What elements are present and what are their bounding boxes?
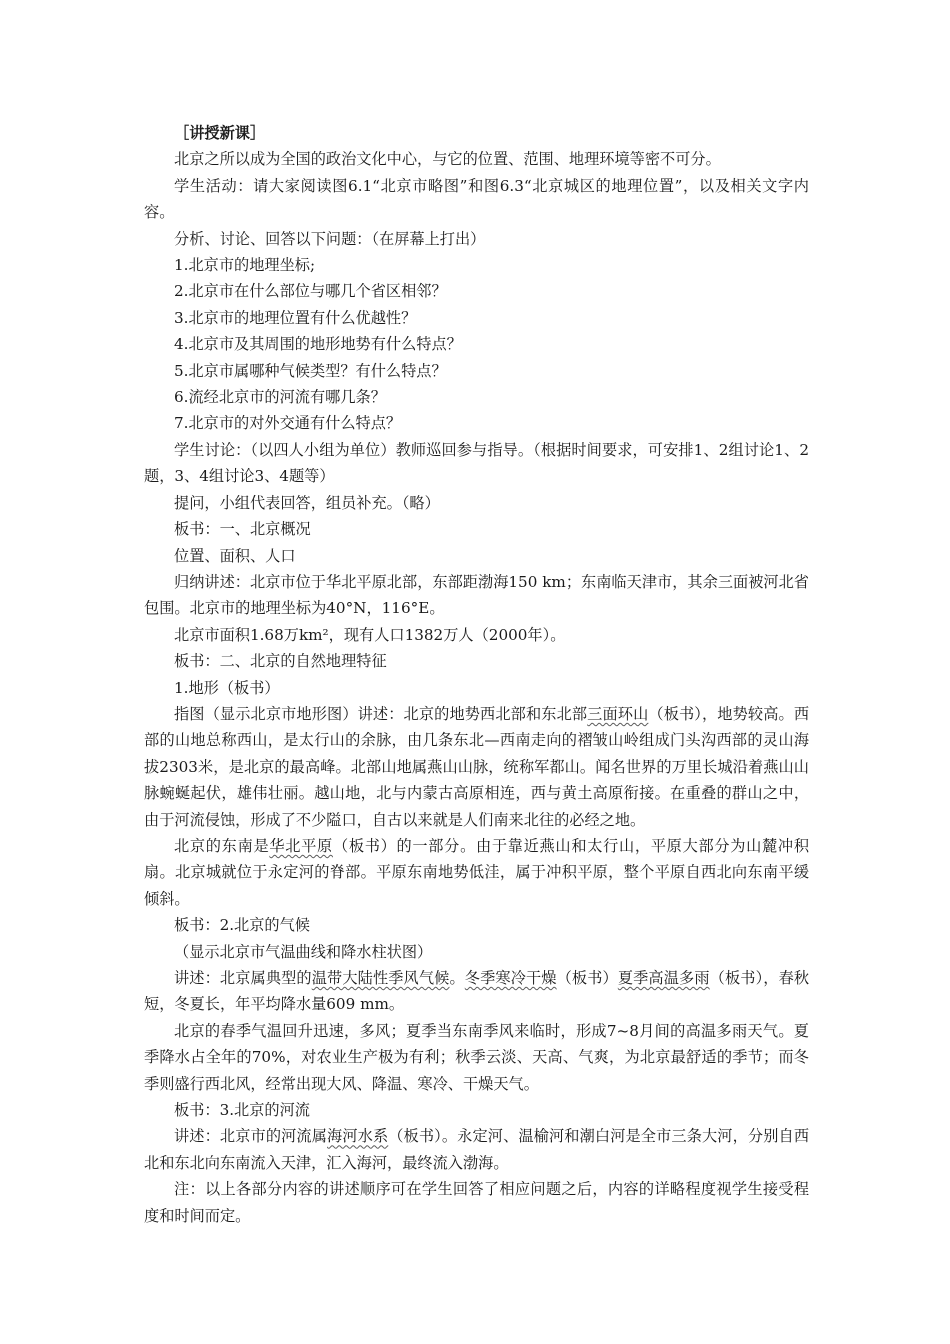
terrain-text-2: （板书），地势较高。西部的山地总称西山，是太行山的余脉，由几条东北—西南走向的褶皱山岭组成门头沟西部的灵山海拔2303米，是北京的最高峰。北部山地属燕山山脉，统称军都山。闻名世界的万里长城沿着燕山山脉蜿蜒起伏，雄伟壮丽。越山地，北与内蒙古高原相连，西与黄土高原衔接。在重叠的群山之中，由于河流侵蚀，形成了不少隘口，自古以来就是人们南来北往的必经之地。 [144, 704, 810, 829]
board-note-1: 板书：一、北京概况 [174, 520, 311, 539]
climate-text-3: （板书） [556, 969, 618, 987]
terrain-text-1: 指图（显示北京市地形图）讲述：北京的地势西北部和东北部 [174, 704, 588, 723]
lesson-document [144, 120, 809, 1229]
question-item: 4.北京市及其周围的地形地势有什么特点？ [174, 335, 462, 354]
terrain-mark-1: 三面环山 [587, 704, 649, 723]
terrain-title: 1.地形（板书） [174, 678, 280, 697]
question-item: 3.北京市的地理位置有什么优越性？ [174, 308, 417, 327]
board-note-4: 板书：3.北京的河流 [174, 1101, 310, 1120]
climate-text-2: 。 [449, 969, 465, 987]
rivers-paragraph [144, 1123, 809, 1176]
question-item: 1.北京市的地理坐标; [174, 256, 316, 275]
question-item: 6.流经北京市的河流有哪几条？ [174, 388, 386, 407]
plain-text-2: （板书）的一部分。由于靠近燕山和太行山，平原大部分为山麓冲积扇。北京城就位于永定河的脊部。平原东南地势低洼，属于冲积平原，整个平原自西北向东南平缓倾斜。 [144, 836, 810, 908]
section-heading: ［讲授新课］ [174, 124, 266, 142]
note-paragraph: 注：以上各部分内容的讲述顺序可在学生回答了相应问题之后，内容的详略程度视学生接受程度和时间而定。 [144, 1180, 809, 1225]
intro-paragraph: 北京之所以成为全国的政治文化中心，与它的位置、范围、地理环境等密不可分。 [174, 150, 721, 169]
board-note-2: 板书：二、北京的自然地理特征 [174, 652, 387, 671]
climate-show: （显示北京市气温曲线和降水柱状图） [174, 942, 433, 961]
question-item: 2.北京市在什么部位与哪几个省区相邻？ [174, 282, 447, 301]
seasons-paragraph: 北京的春季气温回升迅速，多风；夏季当东南季风来临时，形成7~8月间的高温多雨天气。夏季降水占全年的70%，对农业生产极为有利；秋季云淡、天高、气爽，为北京最舒适的季节；而冬季则盛行西北风，经常出现大风、降温、寒冷、干燥天气。 [144, 1021, 809, 1093]
rivers-text-2: （板书）。永定河、温榆河和潮白河是全市三条大河，分别自西北和东北向东南流入天津，汇入海河，最终流入渤海。 [144, 1127, 810, 1172]
climate-text-1: 讲述：北京属典型的 [174, 969, 312, 987]
board-note-1-sub: 位置、面积、人口 [174, 546, 296, 565]
rivers-mark-1: 海河水系 [327, 1127, 389, 1146]
climate-paragraph [144, 965, 809, 1018]
plain-paragraph [144, 833, 809, 912]
climate-text-4: （板书），春秋短，冬夏长，年平均降水量609 mm。 [144, 969, 810, 1014]
student-activity-paragraph: 学生活动：请大家阅读图6.1“北京市略图”和图6.3“北京城区的地理位置”，以及相关文字内容。 [144, 176, 809, 222]
summary-paragraph: 归纳讲述：北京市位于华北平原北部，东部距渤海150 km；东南临天津市，其余三面被河北省包围。北京市的地理坐标为40°N，116°E。 [144, 572, 809, 618]
plain-text-1: 北京的东南是 [174, 836, 270, 855]
climate-mark-1: 温带大陆性季风气候 [311, 969, 450, 987]
question-item: 5.北京市属哪种气候类型？有什么特点？ [174, 361, 447, 380]
climate-mark-2: 冬季寒冷干燥 [464, 969, 557, 987]
terrain-paragraph [144, 701, 809, 833]
discussion-paragraph: 学生讨论：（以四人小组为单位）教师巡回参与指导。（根据时间要求，可安排1、2组讨论1、2题，3、4组讨论3、4题等） [144, 440, 809, 486]
area-paragraph: 北京市面积1.68万km²，现有人口1382万人（2000年）。 [174, 625, 566, 644]
board-note-3: 板书：2.北京的气候 [174, 916, 310, 935]
climate-mark-3: 夏季高温多雨 [617, 969, 710, 987]
answer-paragraph: 提问，小组代表回答，组员补充。（略） [174, 493, 440, 512]
plain-mark-1: 华北平原 [269, 836, 333, 855]
questions-intro: 分析、讨论、回答以下问题：（在屏幕上打出） [174, 229, 486, 248]
question-item: 7.北京市的对外交通有什么特点？ [174, 414, 402, 433]
rivers-text-1: 讲述：北京市的河流属 [174, 1127, 328, 1146]
